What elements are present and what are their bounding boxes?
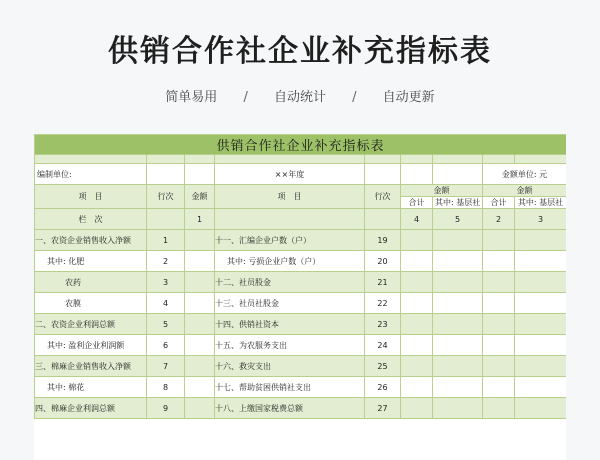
amount-cell[interactable] <box>483 251 515 272</box>
indicator-table <box>34 134 566 419</box>
amount-cell[interactable] <box>515 335 567 356</box>
amount-cell[interactable] <box>185 251 215 272</box>
right-item: 十七、帮助贫困供销社支出 <box>215 377 365 398</box>
table-row <box>35 377 567 398</box>
amount-cell[interactable] <box>401 356 433 377</box>
amount-cell[interactable] <box>433 314 483 335</box>
amount-cell[interactable] <box>401 251 433 272</box>
tag-auto-stat: 自动统计 <box>273 90 326 105</box>
col-amount-header: 金额 <box>185 185 215 209</box>
amount-cell[interactable] <box>185 377 215 398</box>
amount-cell[interactable] <box>433 230 483 251</box>
feature-tags <box>0 86 600 105</box>
amount-cell[interactable] <box>515 272 567 293</box>
left-item: 二、农资企业利润总额 <box>35 314 147 335</box>
amount-cell[interactable] <box>401 335 433 356</box>
col-amount-group: 金额 <box>401 185 483 197</box>
amount-cell[interactable] <box>483 377 515 398</box>
tag-auto-update: 自动更新 <box>382 90 435 105</box>
lanci-value: 1 <box>185 209 215 230</box>
left-row-number: 4 <box>147 293 185 314</box>
amount-cell[interactable] <box>515 398 567 419</box>
amount-cell[interactable] <box>401 230 433 251</box>
left-row-number: 3 <box>147 272 185 293</box>
amount-cell[interactable] <box>483 314 515 335</box>
amount-cell[interactable] <box>433 398 483 419</box>
col-total-header: 合计 <box>483 197 515 209</box>
amount-cell[interactable] <box>185 293 215 314</box>
left-row-number: 9 <box>147 398 185 419</box>
left-item: 农药 <box>35 272 147 293</box>
right-item: 十二、社员股金 <box>215 272 365 293</box>
lanci-value: 3 <box>515 209 567 230</box>
lanci-value: 5 <box>433 209 483 230</box>
left-item: 三、棉麻企业销售收入净额 <box>35 356 147 377</box>
table-row <box>35 356 567 377</box>
right-row-number: 21 <box>365 272 401 293</box>
right-item: 十八、上缴国家税费总额 <box>215 398 365 419</box>
table-row <box>35 314 567 335</box>
year-label: ××年度 <box>215 164 365 185</box>
amount-cell[interactable] <box>433 293 483 314</box>
amount-cell[interactable] <box>515 230 567 251</box>
right-item: 其中: 亏损企业户数（户） <box>215 251 365 272</box>
right-row-number: 19 <box>365 230 401 251</box>
right-row-number: 22 <box>365 293 401 314</box>
amount-cell[interactable] <box>433 251 483 272</box>
amount-cell[interactable] <box>483 293 515 314</box>
table-row <box>35 230 567 251</box>
right-row-number: 27 <box>365 398 401 419</box>
amount-cell[interactable] <box>483 335 515 356</box>
amount-cell[interactable] <box>483 272 515 293</box>
right-item: 十一、汇编企业户数（户） <box>215 230 365 251</box>
left-row-number: 5 <box>147 314 185 335</box>
col-total-header: 合计 <box>401 197 433 209</box>
amount-cell[interactable] <box>401 314 433 335</box>
col-base-header: 其中: 基层社 <box>515 197 567 209</box>
page-title: 供销合作社企业补充指标表 <box>108 34 492 69</box>
right-item: 十六、救灾支出 <box>215 356 365 377</box>
amount-cell[interactable] <box>401 272 433 293</box>
lanci-value: 2 <box>483 209 515 230</box>
table-row <box>35 272 567 293</box>
amount-cell[interactable] <box>483 356 515 377</box>
right-item: 十四、供销社资本 <box>215 314 365 335</box>
amount-cell[interactable] <box>483 398 515 419</box>
right-row-number: 23 <box>365 314 401 335</box>
amount-cell[interactable] <box>515 251 567 272</box>
lanci-value: 4 <box>401 209 433 230</box>
col-row-header: 行次 <box>147 185 185 209</box>
left-item: 四、棉麻企业利润总额 <box>35 398 147 419</box>
right-item: 十五、为农服务支出 <box>215 335 365 356</box>
amount-cell[interactable] <box>185 230 215 251</box>
sheet-title: 供销合作社企业补充指标表 <box>35 135 567 155</box>
right-row-number: 25 <box>365 356 401 377</box>
left-row-number: 7 <box>147 356 185 377</box>
col-item-header: 项 目 <box>35 185 147 209</box>
amount-cell[interactable] <box>185 272 215 293</box>
amount-cell[interactable] <box>433 377 483 398</box>
left-item: 一、农资企业销售收入净额 <box>35 230 147 251</box>
amount-cell[interactable] <box>433 335 483 356</box>
table-row <box>35 251 567 272</box>
col-amount-group: 金额 <box>483 185 567 197</box>
right-row-number: 26 <box>365 377 401 398</box>
right-row-number: 24 <box>365 335 401 356</box>
unit-label: 编制单位: <box>35 164 147 185</box>
amount-cell[interactable] <box>515 314 567 335</box>
amount-cell[interactable] <box>185 314 215 335</box>
spreadsheet-preview <box>34 134 566 460</box>
col-row-header: 行次 <box>365 185 401 209</box>
left-row-number: 8 <box>147 377 185 398</box>
amount-cell[interactable] <box>401 293 433 314</box>
amount-cell[interactable] <box>401 398 433 419</box>
left-row-number: 2 <box>147 251 185 272</box>
amount-cell[interactable] <box>483 230 515 251</box>
amount-cell[interactable] <box>185 335 215 356</box>
table-row <box>35 293 567 314</box>
right-row-number: 20 <box>365 251 401 272</box>
col-item-header: 项 目 <box>215 185 365 209</box>
table-row <box>35 398 567 419</box>
tag-separator: / <box>243 90 248 105</box>
col-base-header: 其中: 基层社 <box>433 197 483 209</box>
amount-unit: 金额单位: 元 <box>483 164 567 185</box>
left-item: 农膜 <box>35 293 147 314</box>
amount-cell[interactable] <box>401 377 433 398</box>
amount-cell[interactable] <box>185 398 215 419</box>
left-item: 其中: 盈利企业利润额 <box>35 335 147 356</box>
right-item: 十三、社员社股金 <box>215 293 365 314</box>
amount-cell[interactable] <box>185 356 215 377</box>
left-row-number: 1 <box>147 230 185 251</box>
lanci-label: 栏 次 <box>35 209 147 230</box>
left-row-number: 6 <box>147 335 185 356</box>
left-item: 其中: 棉花 <box>35 377 147 398</box>
table-row <box>35 335 567 356</box>
amount-cell[interactable] <box>515 377 567 398</box>
amount-cell[interactable] <box>433 272 483 293</box>
tag-easy: 简单易用 <box>165 90 218 105</box>
tag-separator: / <box>352 90 357 105</box>
left-item: 其中: 化肥 <box>35 251 147 272</box>
amount-cell[interactable] <box>515 293 567 314</box>
amount-cell[interactable] <box>515 356 567 377</box>
amount-cell[interactable] <box>433 356 483 377</box>
